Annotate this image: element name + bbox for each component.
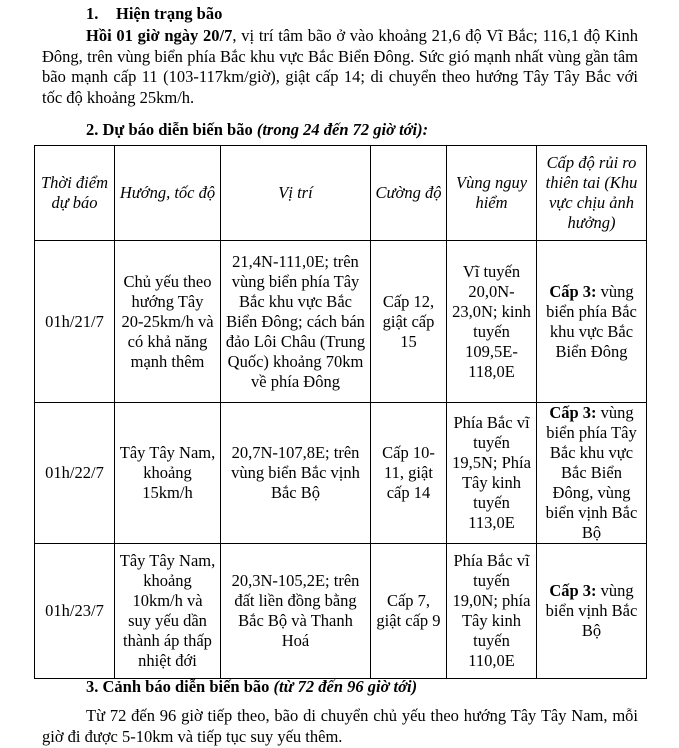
cell-danger-zone: Phía Bắc vĩ tuyến 19,5N; Phía Tây kinh tuyến 113,0E	[447, 403, 537, 544]
current-status-paragraph	[42, 26, 638, 108]
header-direction: Hướng, tốc độ	[115, 146, 221, 241]
current-status-text: , vị trí tâm bão ở vào khoảng 21,6 độ Vĩ Bắc; 116,1 độ Kinh Đông, trên vùng biển phía Bắc khu vực Bắc Biển Đông. Sức gió mạnh nhất vùng gần tâm bão mạnh cấp 11 (103-117km/giờ), giật cấp 14; di chuyển theo hướng Tây Tây Bắc với tốc độ khoảng 25km/h.	[42, 26, 638, 107]
forecast-table	[34, 145, 647, 679]
warning-paragraph: Từ 72 đến 96 giờ tiếp theo, bão di chuyển chủ yếu theo hướng Tây Tây Nam, mỗi giờ đi được 5-10km và tiếp tục suy yếu thêm.	[42, 706, 638, 746]
header-time: Thời điểm dự báo	[35, 146, 115, 241]
risk-level: Cấp 3:	[549, 581, 597, 600]
cell-risk	[537, 544, 647, 679]
risk-area: vùng biển phía Bắc khu vực Bắc Biển Đông	[546, 281, 637, 361]
section-3-title-italic: (từ 72 đến 96 giờ tới)	[273, 677, 418, 696]
header-position: Vị trí	[221, 146, 371, 241]
section-2-title: 2. Dự báo diễn biến bão	[86, 120, 253, 139]
section-1-number: 1.	[86, 4, 99, 23]
observation-time: Hồi 01 giờ ngày 20/7	[86, 26, 233, 45]
header-intensity: Cường độ	[371, 146, 447, 241]
section-2-title-italic: (trong 24 đến 72 giờ tới):	[256, 120, 429, 139]
risk-area: vùng biển vịnh Bắc Bộ	[545, 581, 638, 640]
cell-risk	[537, 403, 647, 544]
section-3-title: 3. Cảnh báo diễn biến bão	[86, 677, 270, 696]
table-header-row	[35, 146, 647, 241]
cell-direction: Tây Tây Nam, khoảng 10km/h và suy yếu dần thành áp thấp nhiệt đới	[115, 544, 221, 679]
risk-level: Cấp 3:	[549, 403, 597, 422]
cell-position: 20,3N-105,2E; trên đất liền đồng bằng Bắc Bộ và Thanh Hoá	[221, 544, 371, 679]
risk-area: vùng biển phía Tây Bắc khu vực Bắc Biển Đông, vùng biển vịnh Bắc Bộ	[545, 403, 638, 542]
cell-direction: Chủ yếu theo hướng Tây 20-25km/h và có khả năng mạnh thêm	[115, 241, 221, 403]
cell-position: 20,7N-107,8E; trên vùng biển Bắc vịnh Bắc Bộ	[221, 403, 371, 544]
cell-direction: Tây Tây Nam, khoảng 15km/h	[115, 403, 221, 544]
cell-intensity: Cấp 7, giật cấp 9	[371, 544, 447, 679]
cell-time: 01h/21/7	[35, 241, 115, 403]
header-risk-level: Cấp độ rủi ro thiên tai (Khu vực chịu ảnh hưởng)	[537, 146, 647, 241]
cell-time: 01h/23/7	[35, 544, 115, 679]
cell-danger-zone: Phía Bắc vĩ tuyến 19,0N; phía Tây kinh tuyến 110,0E	[447, 544, 537, 679]
section-1-heading	[86, 4, 222, 24]
header-danger-zone: Vùng nguy hiểm	[447, 146, 537, 241]
table-row	[35, 241, 647, 403]
cell-time: 01h/22/7	[35, 403, 115, 544]
cell-intensity: Cấp 12, giật cấp 15	[371, 241, 447, 403]
section-3-heading	[86, 677, 417, 697]
cell-intensity: Cấp 10-11, giật cấp 14	[371, 403, 447, 544]
cell-position: 21,4N-111,0E; trên vùng biển phía Tây Bắc khu vực Bắc Biển Đông; cách bán đảo Lôi Châu (Trung Quốc) khoảng 70km về phía Đông	[221, 241, 371, 403]
cell-danger-zone: Vĩ tuyến 20,0N-23,0N; kinh tuyến 109,5E-118,0E	[447, 241, 537, 403]
section-1-title: Hiện trạng bão	[116, 4, 223, 23]
risk-level: Cấp 3:	[549, 281, 597, 301]
cell-risk	[537, 241, 647, 403]
table-row	[35, 544, 647, 679]
section-2-heading	[86, 120, 428, 140]
table-row	[35, 403, 647, 544]
